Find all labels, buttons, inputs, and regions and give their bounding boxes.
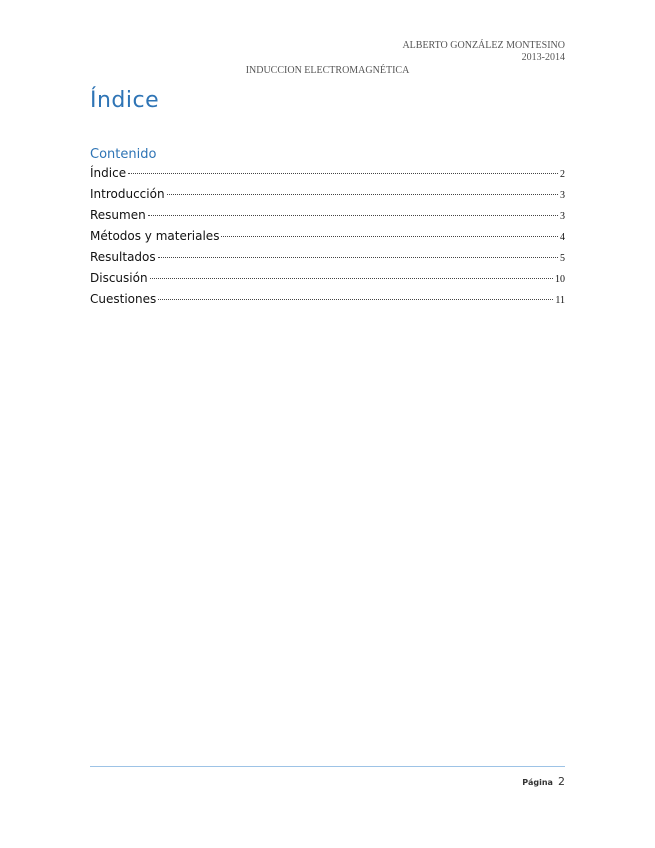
- footer-page-label: Página: [522, 778, 553, 787]
- toc-entry-page: 3: [560, 211, 565, 222]
- toc-entry-introduccion[interactable]: [90, 187, 565, 208]
- toc-entry-cuestiones[interactable]: [90, 292, 565, 313]
- dot-leader: [158, 257, 558, 258]
- toc-entry-label: Introducción: [90, 187, 165, 201]
- page-title: Índice: [90, 88, 160, 113]
- toc-entry-metodos-y-materiales[interactable]: [90, 229, 565, 250]
- toc-entry-label: Resultados: [90, 250, 156, 264]
- header-subject: INDUCCION ELECTROMAGNÉTICA: [245, 65, 410, 76]
- toc-entry-label: Discusión: [90, 271, 148, 285]
- toc-entry-page: 2: [560, 169, 565, 180]
- toc-entry-label: Resumen: [90, 208, 146, 222]
- toc-entry-page: 5: [560, 253, 565, 264]
- footer-divider: [90, 766, 565, 767]
- header-years: 2013-2014: [521, 52, 565, 63]
- dot-leader: [128, 173, 558, 174]
- footer-page-number: [522, 770, 565, 789]
- toc-heading: Contenido: [90, 147, 157, 162]
- footer-page-value: 2: [558, 775, 565, 788]
- dot-leader: [158, 299, 553, 300]
- toc-entry-page: 3: [560, 190, 565, 201]
- toc-entry-resumen[interactable]: [90, 208, 565, 229]
- toc-entry-label: Cuestiones: [90, 292, 157, 306]
- dot-leader: [221, 236, 558, 237]
- dot-leader: [167, 194, 558, 195]
- table-of-contents: [90, 166, 565, 313]
- toc-entry-page: 10: [555, 274, 565, 285]
- toc-entry-label: Índice: [90, 166, 127, 180]
- toc-entry-resultados[interactable]: [90, 250, 565, 271]
- dot-leader: [150, 278, 553, 279]
- dot-leader: [148, 215, 558, 216]
- toc-entry-page: 4: [560, 232, 565, 243]
- toc-entry-page: 11: [555, 295, 565, 306]
- toc-entry-indice[interactable]: [90, 166, 565, 187]
- toc-entry-discusion[interactable]: [90, 271, 565, 292]
- toc-entry-label: Métodos y materiales: [90, 229, 220, 243]
- header-author: ALBERTO GONZÁLEZ MONTESINO: [402, 40, 565, 51]
